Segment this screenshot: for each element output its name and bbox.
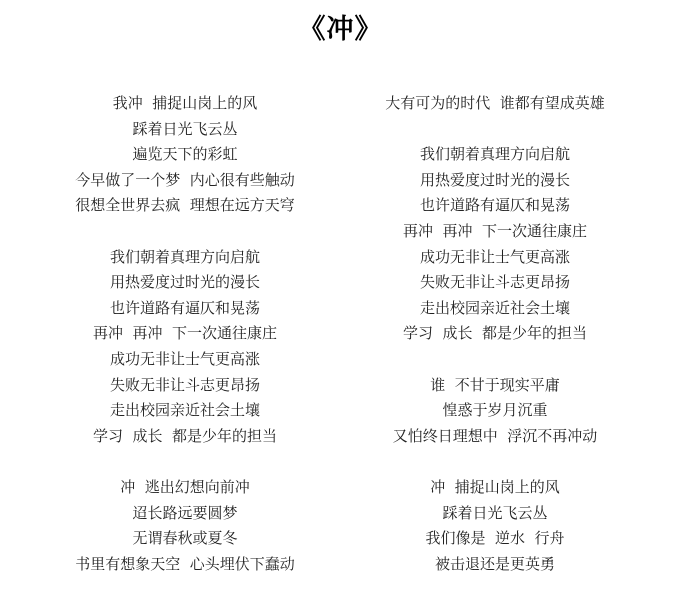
lyric-line: 又怕终日理想中 浮沉不再冲动	[392, 426, 598, 445]
lyric-line: 惶惑于岁月沉重	[442, 401, 548, 420]
lyric-line: 用热爱度过时光的漫长	[109, 273, 260, 292]
lyric-line: 再冲 再冲 下一次通往康庄	[92, 324, 278, 343]
lyric-line: 走出校园亲近社会土壤	[419, 298, 570, 317]
lyric-line: 冲 逃出幻想向前冲	[120, 477, 250, 496]
lyric-line: 遍览天下的彩虹	[132, 145, 238, 164]
lyric-line: 再冲 再冲 下一次通往康庄	[402, 221, 588, 240]
stanza-gap	[345, 449, 645, 475]
lyric-line: 用热爱度过时光的漫长	[419, 170, 570, 189]
lyric-line: 学习 成长 都是少年的担当	[92, 426, 278, 445]
lyric-line: 被击退还是更英勇	[434, 554, 555, 573]
stanza-gap	[345, 347, 645, 373]
lyric-line: 成功无非让士气更高涨	[419, 247, 570, 266]
lyric-line: 踩着日光飞云丛	[442, 503, 548, 522]
left-lyrics-column	[35, 91, 335, 577]
lyric-line: 踩着日光飞云丛	[132, 119, 238, 138]
stanza-gap	[345, 117, 645, 143]
lyric-line: 我们朝着真理方向启航	[419, 145, 570, 164]
lyric-line: 我们朝着真理方向启航	[109, 247, 260, 266]
lyric-line: 谁 不甘于现实平庸	[430, 375, 560, 394]
lyric-line: 大有可为的时代 谁都有望成英雄	[385, 94, 605, 112]
lyric-line: 无谓春秋或夏冬	[132, 529, 238, 548]
lyric-line: 走出校园亲近社会土壤	[109, 401, 260, 420]
stanza-gap	[35, 219, 335, 245]
lyric-line: 失败无非让斗志更昂扬	[419, 273, 570, 292]
lyric-line: 也许道路有逼仄和晃荡	[109, 298, 260, 317]
lyric-line: 书里有想象天空 心头埋伏下蠢动	[75, 554, 295, 573]
lyric-line: 失败无非让斗志更昂扬	[109, 375, 260, 394]
lyric-line: 很想全世界去疯 理想在远方天穹	[75, 196, 295, 215]
lyric-line: 迢长路远要圆梦	[132, 503, 238, 522]
lyric-line: 今早做了一个梦 内心很有些触动	[75, 170, 295, 189]
lyric-line: 冲 捕捉山岗上的风	[430, 477, 560, 496]
lyric-line: 也许道路有逼仄和晃荡	[419, 196, 570, 215]
lyric-line: 我冲 捕捉山岗上的风	[112, 94, 258, 112]
lyric-line: 学习 成长 都是少年的担当	[402, 324, 588, 343]
right-lyrics-column	[345, 91, 645, 577]
lyric-line: 成功无非让士气更高涨	[109, 349, 260, 368]
stanza-gap	[35, 449, 335, 475]
poem-title: 《冲》	[298, 14, 383, 45]
lyric-line: 我们像是 逆水 行舟	[425, 529, 565, 548]
